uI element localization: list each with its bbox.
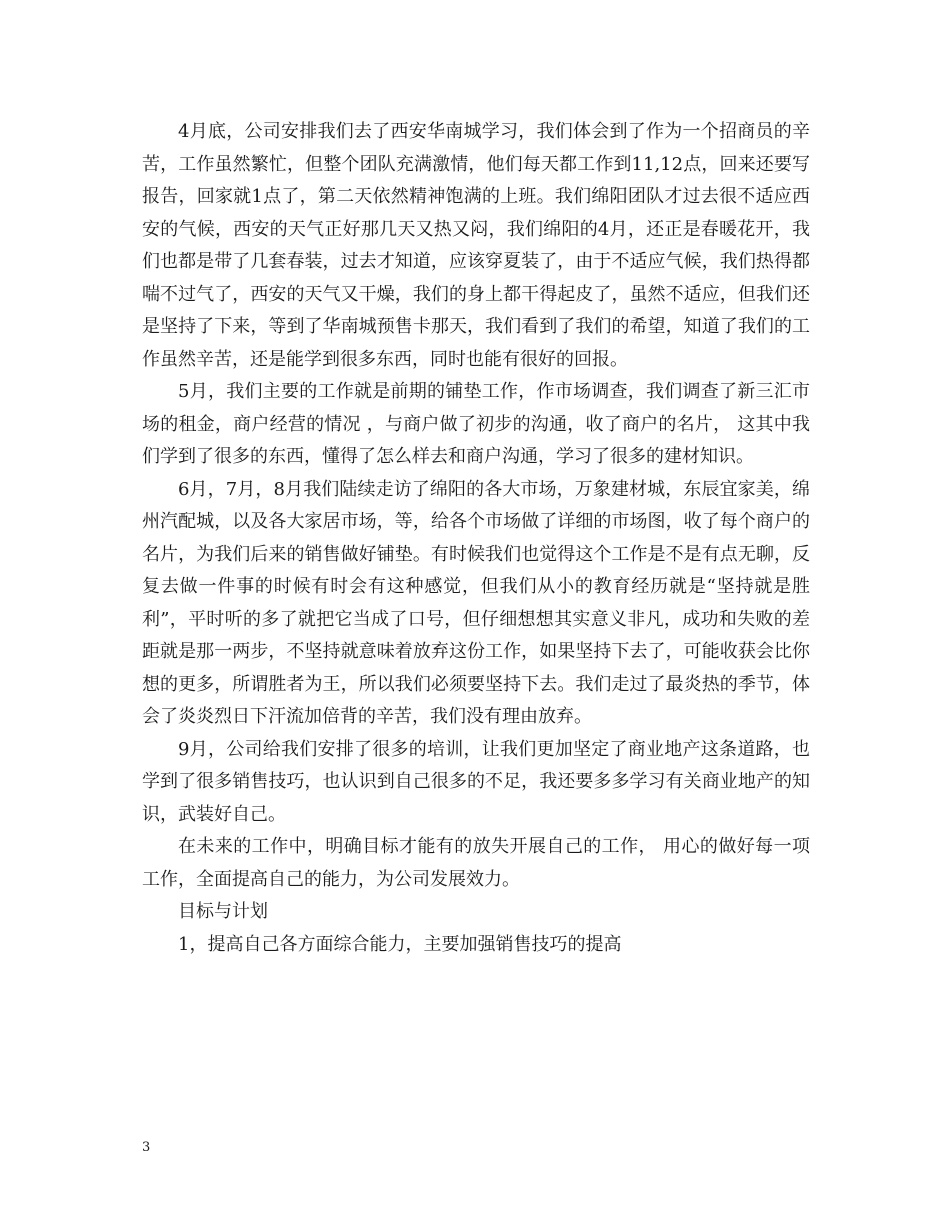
paragraph-future: 在未来的工作中，明确目标才能有的放失开展自己的工作， 用心的做好每一项工作，全面提高自己的能力，为公司发展效力。 [142, 836, 810, 890]
section-heading-goals: 目标与计划 [178, 901, 268, 922]
document-body [142, 116, 810, 961]
paragraph-june-august: 6月，7月，8月我们陆续走访了绵阳的各大市场，万象建材城，东辰宜家美，绵州汽配城，以及各大家居市场，等，给各个市场做了详细的市场图，收了每个商户的名片，为我们后来的销售做好铺垫。有时候我们也觉得这个工作是不是有点无聊，反复去做一件事的时候有时会有这种感觉，但我们从小的教育经历就是“坚持就是胜利”，平时听的多了就把它当成了口号，但仔细想想其实意义非凡，成功和失败的差距就是那一两步，不坚持就意味着放弃这份工作，如果坚持下去了，可能收获会比你想的更多，所谓胜者为王，所以我们必须要坚持下去。我们走过了最炎热的季节，体会了炎炎烈日下汗流加倍背的辛苦，我们没有理由放弃。 [142, 478, 810, 727]
page-number: 3 [142, 1140, 151, 1155]
paragraph-april: 4月底，公司安排我们去了西安华南城学习，我们体会到了作为一个招商员的辛苦，工作虽然繁忙，但整个团队充满激情，他们每天都工作到11,12点，回来还要写报告，回家就1点了，第二天依然精神饱满的上班。我们绵阳团队才过去很不适应西安的气候，西安的天气正好那几天又热又闷，我们绵阳的4月，还正是春暖花开，我们也都是带了几套春装，过去才知道，应该穿夏装了，由于不适应气候，我们热得都喘不过气了，西安的天气又干燥，我们的身上都干得起皮了，虽然不适应，但我们还是坚持了下来，等到了华南城预售卡那天，我们看到了我们的希望，知道了我们的工作虽然辛苦，还是能学到很多东西，同时也能有很好的回报。 [142, 121, 810, 370]
paragraph-may: 5月，我们主要的工作就是前期的铺垫工作，作市场调查，我们调查了新三汇市场的租金，商户经营的情况 ，与商户做了初步的沟通，收了商户的名片， 这其中我们学到了很多的东西，懂得了怎么样去和商户沟通，学习了很多的建材知识。 [142, 381, 810, 467]
goal-item-1: 1，提高自己各方面综合能力，主要加强销售技巧的提高 [178, 933, 622, 955]
paragraph-september: 9月，公司给我们安排了很多的培训，让我们更加坚定了商业地产这条道路，也学到了很多销售技巧，也认识到自己很多的不足，我还要多多学习有关商业地产的知识，武装好自己。 [142, 738, 810, 825]
